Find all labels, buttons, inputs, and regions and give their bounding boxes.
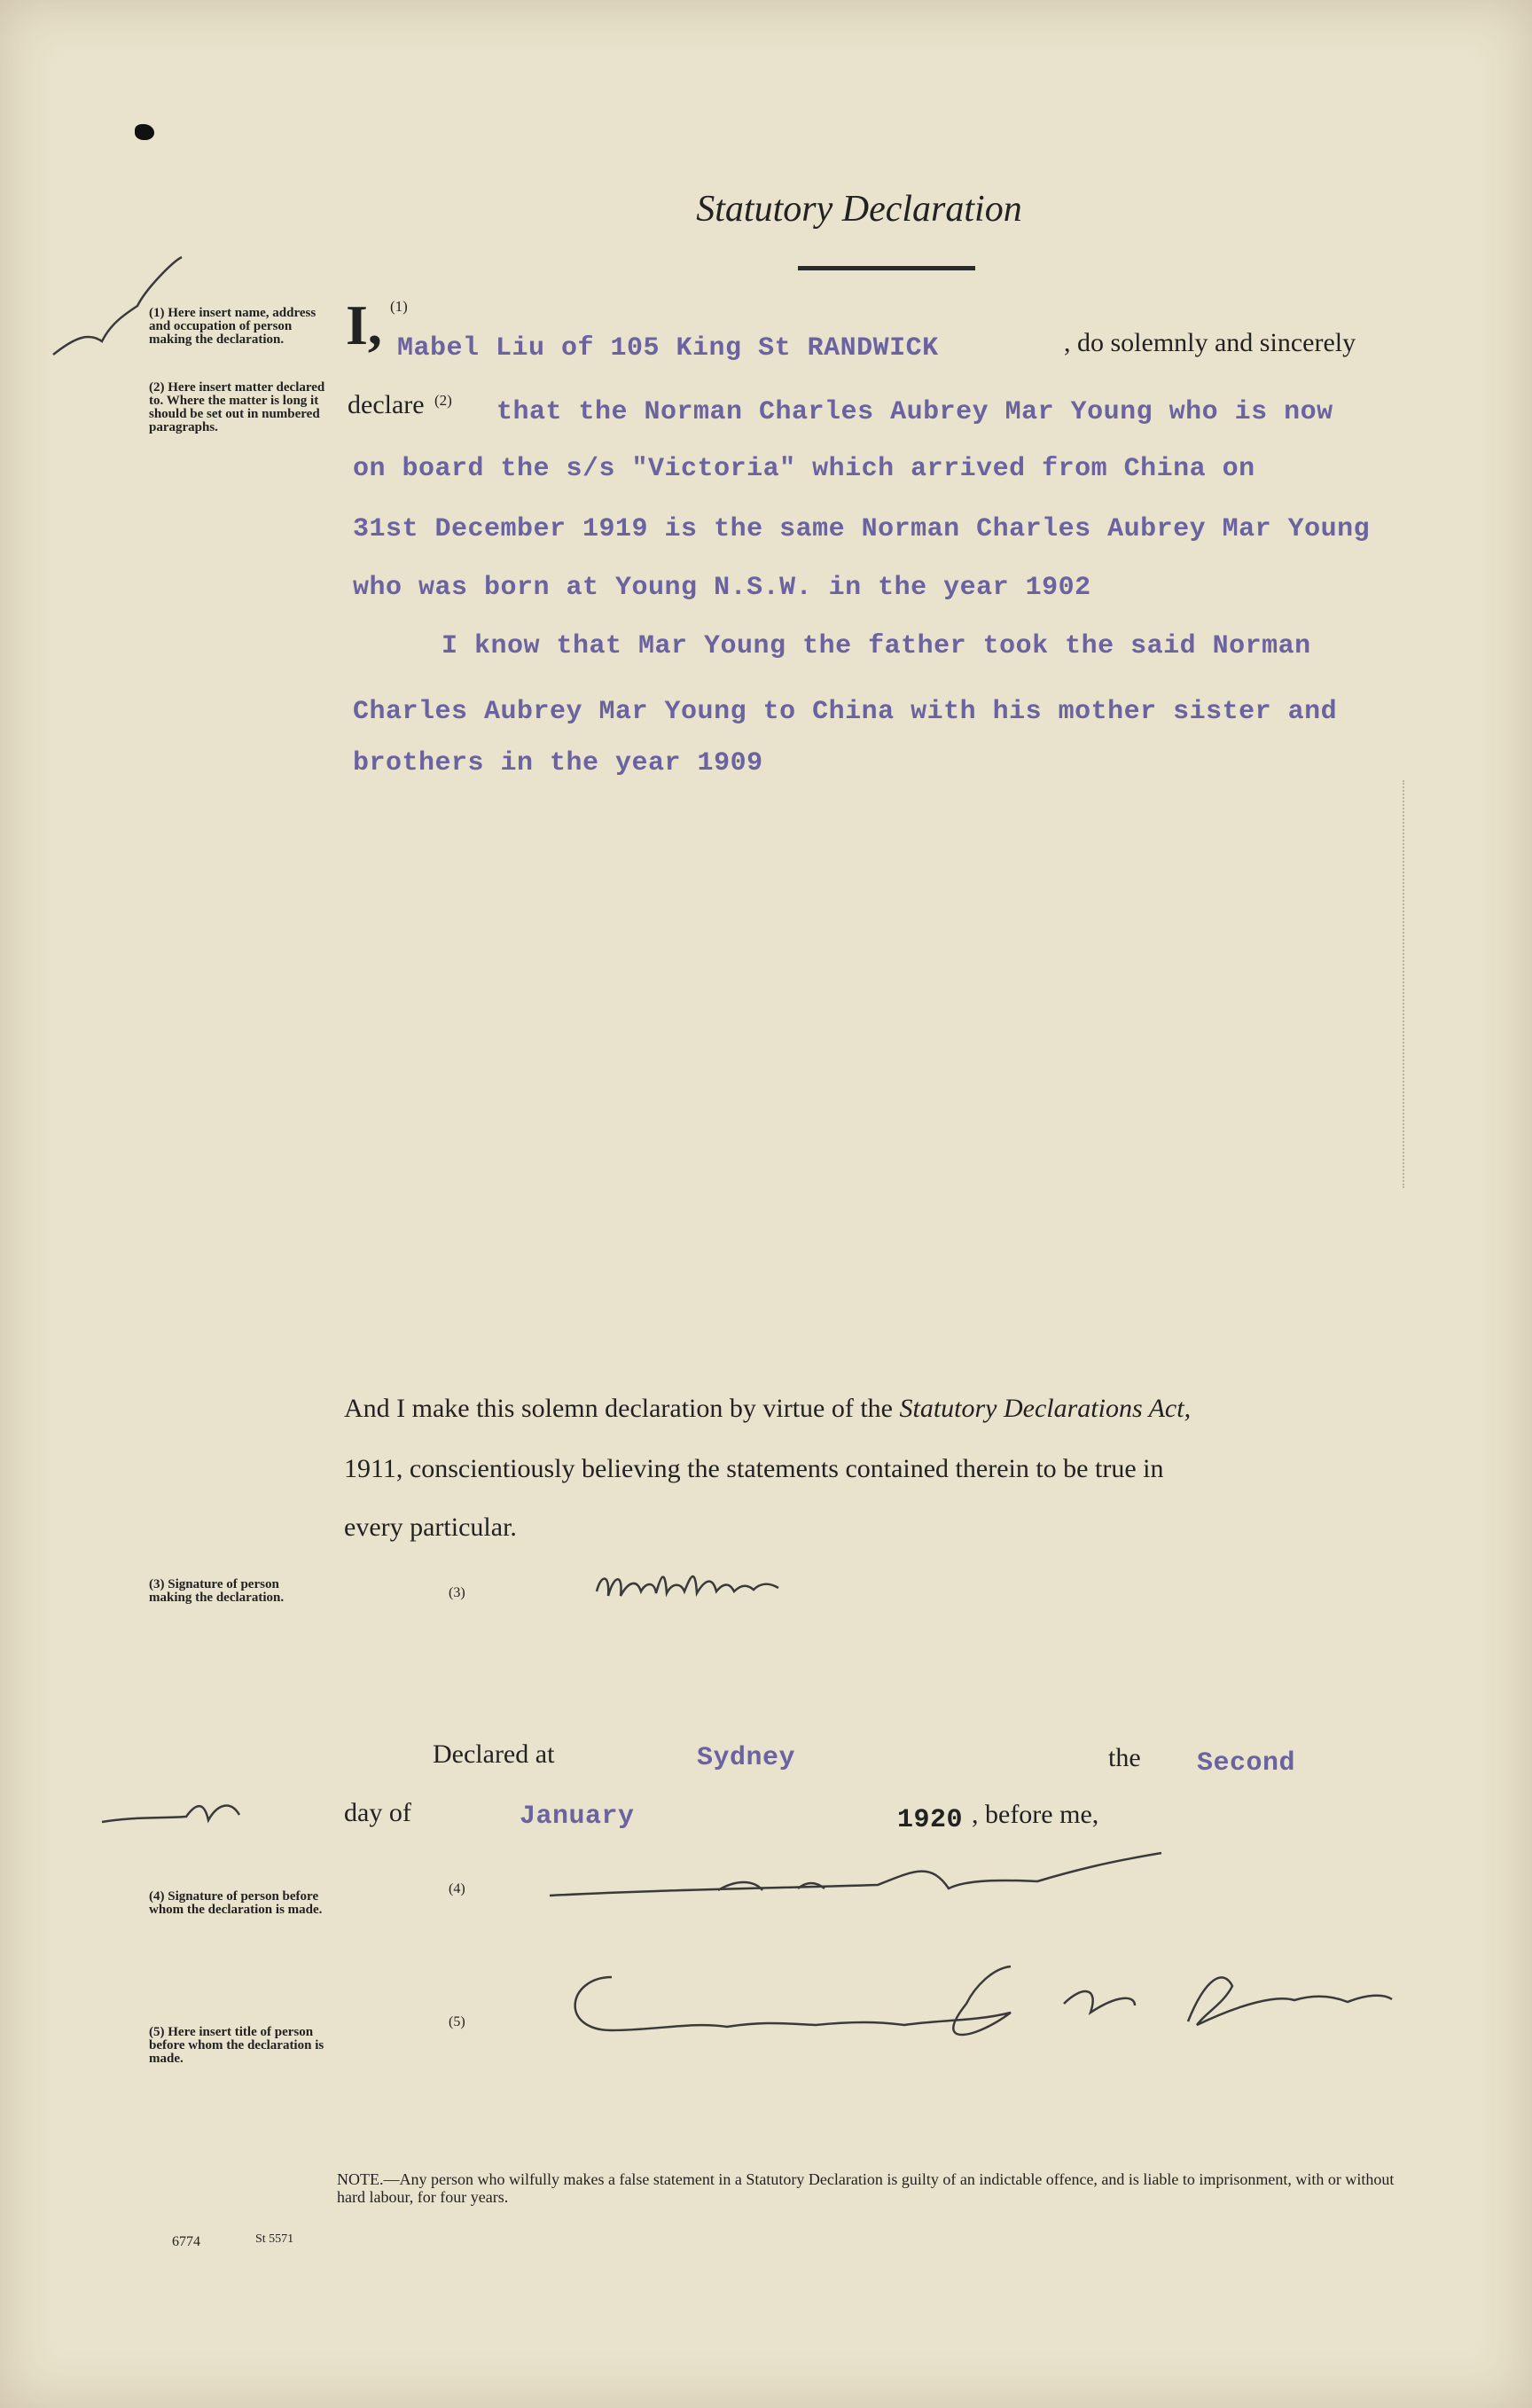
marker-3: (3): [449, 1585, 465, 1600]
solemnly-text: , do solemnly and sincerely: [1064, 328, 1356, 357]
day-of-label: day of: [344, 1798, 411, 1827]
declaration-line-1: that the Norman Charles Aubrey Mar Young who is now: [496, 397, 1333, 427]
stock-number: St 5571: [255, 2232, 294, 2246]
the-label: the: [1108, 1743, 1141, 1772]
margin-guide-line: [1403, 780, 1406, 1188]
solemn-line-3: every particular.: [344, 1513, 517, 1542]
before-me-text: , before me,: [972, 1800, 1099, 1829]
margin-initial-mark: [98, 1795, 275, 1831]
side-note-4: (4) Signature of person before whom the declaration is made.: [149, 1889, 323, 1917]
document-title: Statutory Declaration: [696, 189, 1022, 230]
declaration-line-5: I know that Mar Young the father took the said Norman: [442, 631, 1311, 661]
commissioner-title-handwritten: [550, 1951, 1401, 2057]
declaration-line-7: brothers in the year 1909: [353, 748, 763, 778]
marker-4: (4): [449, 1881, 465, 1896]
solemn-line-2: 1911, conscientiously believing the statements contained therein to be true in: [344, 1454, 1164, 1483]
solemn-line-1: [344, 1394, 1191, 1424]
solemn-part-1: And I make this solemn declaration by virtue of the: [344, 1394, 893, 1423]
declaration-line-4: who was born at Young N.S.W. in the year 1902: [353, 573, 1091, 603]
footer-note: NOTE.—Any person who wilfully makes a false statement in a Statutory Declaration is guilty of an indictable offence, and is liable to imprisonment, with or without hard labour, for four years.: [337, 2170, 1395, 2206]
marker-1: (1): [390, 298, 408, 315]
declared-at-label: Declared at: [433, 1740, 555, 1769]
punch-mark: [135, 124, 154, 140]
declared-year: 1920: [897, 1805, 964, 1835]
commissioner-signature: [541, 1844, 1250, 1915]
declare-word: declare: [348, 390, 425, 419]
declaration-line-6: Charles Aubrey Mar Young to China with his mother sister and: [353, 697, 1338, 727]
declared-day: Second: [1197, 1748, 1296, 1779]
form-number: 6774: [172, 2234, 200, 2249]
opening-letter: I,: [346, 293, 382, 356]
declaration-line-2: on board the s/s "Victoria" which arrived from China on: [353, 454, 1255, 484]
declarant-signature: [592, 1556, 796, 1618]
act-name: Statutory Declarations Act,: [899, 1394, 1192, 1423]
side-note-3: (3) Signature of person making the declaration.: [149, 1577, 285, 1605]
side-note-2: (2) Here insert matter declared to. Where the matter is long it should be set out in numbered paragraphs.: [149, 380, 325, 434]
declared-month: January: [520, 1802, 635, 1832]
side-note-5: (5) Here insert title of person before whom the declaration is made.: [149, 2025, 324, 2066]
marker-2: (2): [434, 392, 452, 409]
declaration-line-3: 31st December 1919 is the same Norman Charles Aubrey Mar Young: [353, 514, 1371, 544]
side-note-1: (1) Here insert name, address and occupation of person making the declaration.: [149, 306, 317, 347]
title-underline: [798, 266, 975, 270]
declared-place: Sydney: [697, 1743, 796, 1773]
marker-5: (5): [449, 2014, 465, 2029]
declarant-name: Mabel Liu of 105 King St RANDWICK: [397, 333, 939, 364]
